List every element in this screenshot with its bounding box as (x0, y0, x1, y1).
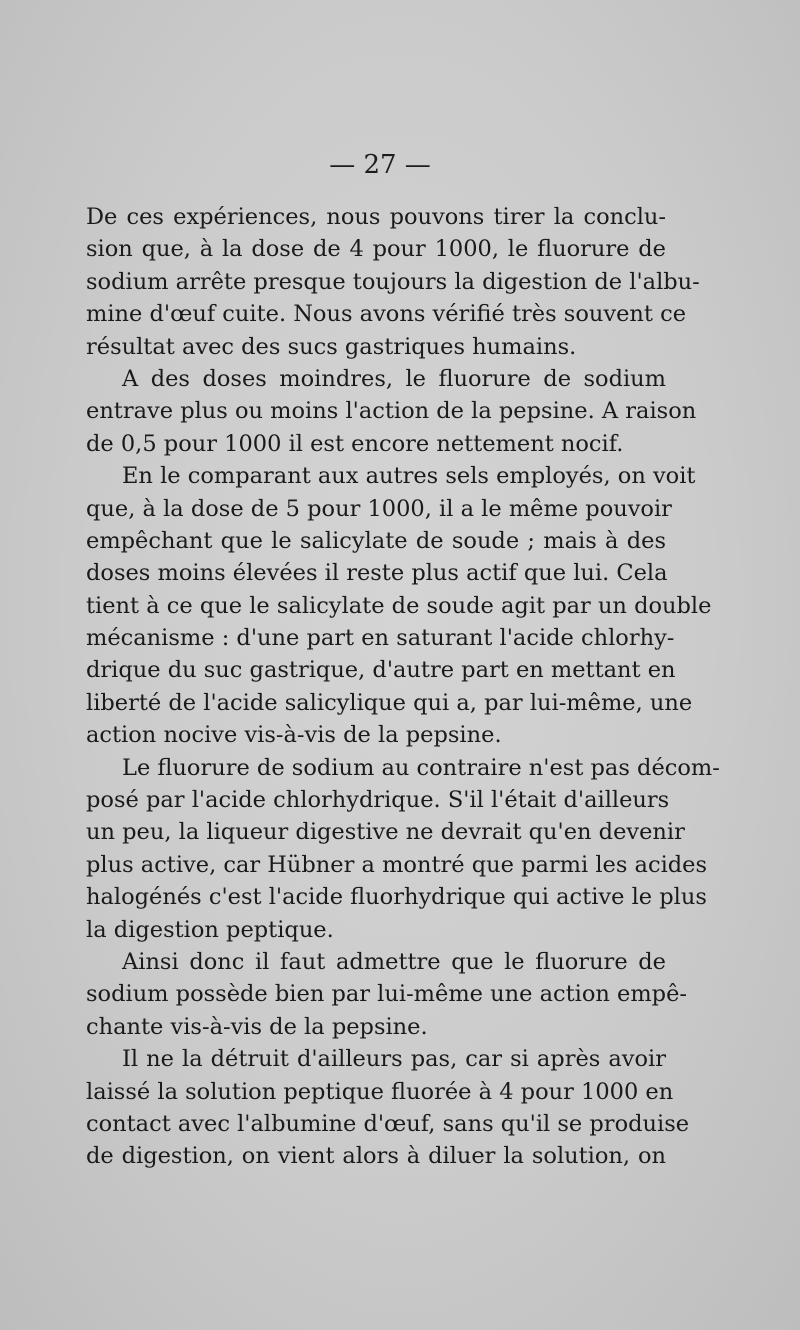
text-line: drique du suc gastrique, d'autre part en mettant en (86, 657, 676, 684)
text-line: contact avec l'albumine d'œuf, sans qu'il se produise (86, 1110, 690, 1137)
text-line: chante vis-à-vis de la pepsine. (86, 1013, 428, 1040)
text-line: En le comparant aux autres sels employés, on voit (122, 463, 696, 490)
text-line: tient à ce que le salicylate de soude agit par un double (86, 592, 712, 619)
text-line: empêchant que le salicylate de soude ; mais à des (86, 527, 666, 554)
text-line: de digestion, on vient alors à diluer la solution, on (86, 1143, 666, 1170)
text-line: résultat avec des sucs gastriques humains. (86, 333, 577, 360)
text-line: laissé la solution peptique fluorée à 4 pour 1000 en (86, 1078, 674, 1105)
text-line: posé par l'acide chlorhydrique. S'il l'était d'ailleurs (86, 787, 670, 814)
text-line: doses moins élevées il reste plus actif que lui. Cela (86, 560, 668, 587)
text-line: mine d'œuf cuite. Nous avons vérifié très souvent ce (86, 301, 687, 328)
text-line: Le fluorure de sodium au contraire n'est pas décom- (122, 754, 720, 781)
text-line: entrave plus ou moins l'action de la pepsine. A raison (86, 398, 697, 425)
text-line: sodium arrête presque toujours la digestion de l'albu- (86, 268, 700, 295)
body-text (86, 201, 720, 1173)
text-line: Il ne la détruit d'ailleurs pas, car si après avoir (122, 1046, 666, 1073)
text-line: mécanisme : d'une part en saturant l'acide chlorhy- (86, 625, 675, 652)
page-number: — 27 — (329, 150, 431, 180)
text-line: de 0,5 pour 1000 il est encore nettement nocif. (86, 430, 624, 457)
text-line: un peu, la liqueur digestive ne devrait qu'en devenir (86, 819, 685, 846)
text-line: que, à la dose de 5 pour 1000, il a le même pouvoir (86, 495, 672, 522)
text-line: Ainsi donc il faut admettre que le fluorure de (122, 948, 666, 975)
text-line: A des doses moindres, le fluorure de sodium (122, 365, 666, 392)
text-line: liberté de l'acide salicylique qui a, par lui-même, une (86, 689, 693, 716)
text-line: plus active, car Hübner a montré que parmi les acides (86, 851, 708, 878)
text-line: halogénés c'est l'acide fluorhydrique qui active le plus (86, 884, 707, 911)
text-line: sion que, à la dose de 4 pour 1000, le fluorure de (86, 236, 666, 263)
text-line: la digestion peptique. (86, 916, 334, 943)
text-line: sodium possède bien par lui-même une action empê- (86, 981, 687, 1008)
text-line: action nocive vis-à-vis de la pepsine. (86, 722, 502, 749)
text-line: De ces expériences, nous pouvons tirer la conclu- (86, 204, 666, 230)
